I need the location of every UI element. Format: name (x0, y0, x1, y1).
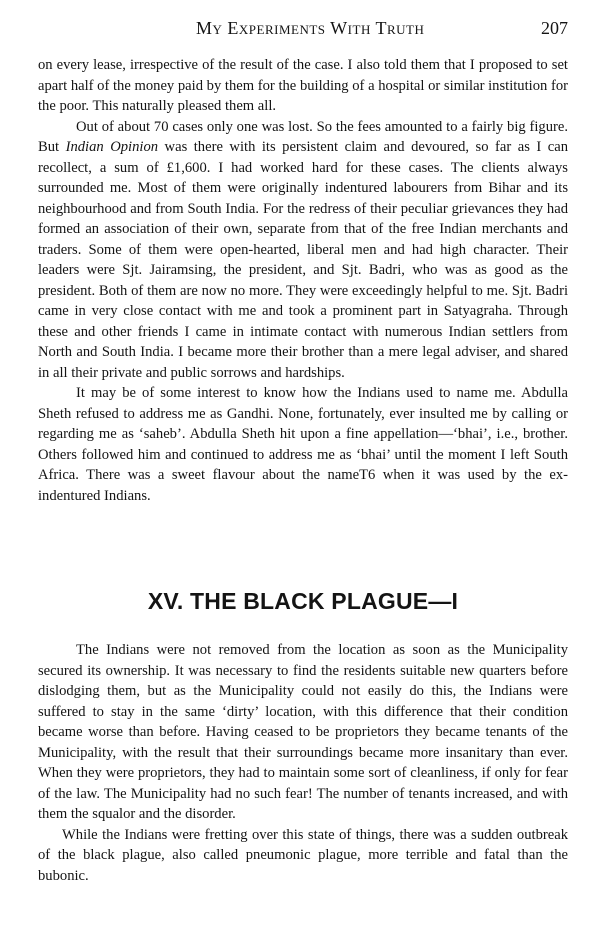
body-text (38, 55, 568, 506)
paragraph: on every lease, irrespective of the result of the case. I also told them that I proposed to set apart half of the money paid by them for the building of a hospital or similar institution for the poor. This naturally pleased them all. (38, 57, 568, 114)
running-head (38, 18, 568, 42)
paragraph (38, 117, 568, 384)
chapter-text (38, 640, 568, 886)
book-page (38, 0, 568, 928)
running-title: My Experiments With Truth (196, 18, 425, 38)
paragraph: The Indians were not removed from the location as soon as the Municipality secured its ownership. It was necessary to find the residents suitable new quarters before dislodging them, but as the Municipality could not easily do this, the Indians were suffered to stay in the same ‘dirty’ location, with this difference that their condition became worse than before. Having ceased to be proprietors they became tenants of the Municipality, with the result that their surroundings became more insanitary than ever. When they were proprietors, they had to maintain some sort of cleanliness, if only for fear of the law. The Municipality had no such fear! The number of tenants increased, and with them the squalor and the disorder. (38, 642, 568, 822)
paragraph-text: Out of about 70 cases only one was lost. So the fees amounted to a fairly big figure. But (38, 118, 568, 155)
newspaper-title: Indian Opinion (65, 139, 159, 155)
chapter-title: XV. THE BLACK PLAGUE—I (147, 588, 459, 614)
paragraph: While the Indians were fretting over this state of things, there was a sudden outbreak of the black plague, also called pneumonic plague, more terrible and fatal than the bubonic. (38, 826, 568, 884)
paragraph: It may be of some interest to know how the Indians used to name me. Abdulla Sheth refused to address me as Gandhi. None, fortunately, ever insulted me by calling or regarding me as ‘saheb’. Abdulla Sheth hit upon a fine appellation—‘bhai’, i.e., brother. Others followed him and continued to address me as ‘bhai’ until the moment I left South Africa. There was a sweet flavour about the nameT6 when it was used by the ex-indentured Indians. (38, 385, 568, 504)
page-number: 207 (541, 18, 568, 38)
paragraph-text: was there with its persistent claim and devoured, so far as I can recollect, a sum of £1,600. I had worked hard for these cases. The clients always surrounded me. Most of them were originally indentured labourers from Bihar and its neighbourhood and from South India. For the redress of their peculiar grievances they had formed an association of their own, separate from that of the free Indian merchants and traders. Some of them were open-hearted, liberal men and had high character. Their leaders were Sjt. Jairamsing, the president, and Sjt. Badri, who was as good as the president. Both of them are now no more. They were exceedingly helpful to me. Sjt. Badri came in very close contact with me and took a prominent part in Satyagraha. Through these and other friends I came in intimate contact with numerous Indian settlers from North and South India. I became more their brother than a mere legal adviser, and shared in all their private and public sorrows and hardships. (38, 139, 568, 381)
